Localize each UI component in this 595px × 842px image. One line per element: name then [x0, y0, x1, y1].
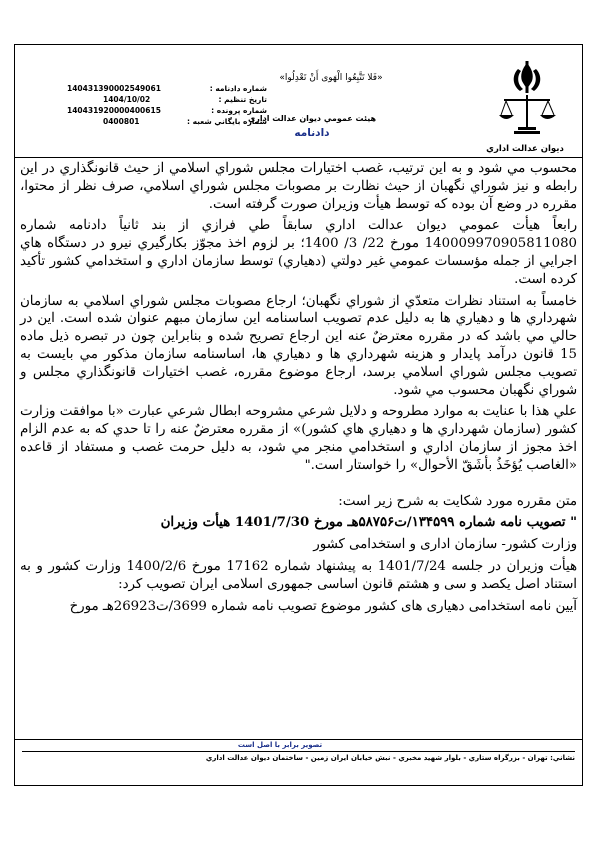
- meta-value: 140431390002549061: [67, 84, 161, 93]
- meta-label: تاريخ تنظيم :: [218, 95, 267, 104]
- resolution-heading: " تصويب نامه شماره ۱۳۴۵۹۹/ت۵۸۷۵۶هـ مورخ 1401/7/30 هيأت وزيران: [160, 515, 577, 531]
- resolution-addressee: وزارت كشور- سازمان اداری و استخدامی كشور: [313, 537, 577, 553]
- meta-row-archive-number: [67, 116, 267, 127]
- document-body: [20, 160, 577, 615]
- spacer: [20, 475, 577, 489]
- meta-value: 140431920000400615: [67, 106, 161, 115]
- certified-copy-note: تصوير برابر با اصل است: [237, 741, 323, 749]
- paragraph-4: علي هذا با عنايت به موارد مطروحه و دلايل شرعي مشروحه ابطال شرعي عبارت «با موافقت وزارت كشور (سازمان شهرداري ها و دهياري هاي كشور)» از مقرره معترضٌ عنه را تا حدي كه به عدم الزام اخذ مجوز از سازمان اداري و استخدامي منجر مي شود، به دليل حرمت غصب و مستفاد از قاعده «الغاصب يُؤخَذُ بأشَقّ الأحوال» را خواستار است.": [20, 404, 577, 473]
- meta-label: شماره دادنامه :: [209, 84, 267, 93]
- paragraph-1: محسوب مي شود و به اين ترتيب، غصب اختيارات مجلس شوراي اسلامي از حيث قانونگذاري در اين رابطه و نيز شوراي نگهبان از حيث نظارت بر مصوبات مجلس شوراي اسلامي، صرف نظر از محتوا، مقرره در وضع آن بوده كه توسط هيأت وزيران صورت گرفته است.: [20, 161, 577, 212]
- document-title: دادنامه: [294, 127, 330, 139]
- meta-label: شماره بايگاني شعبه :: [186, 117, 267, 126]
- footer-address: نشاني: تهران - بزرگراه ستاري - بلوار شهيد مخبري - نبش خيابان ايران زمين - ساختمان ديوان عدالت اداري: [205, 754, 575, 762]
- quran-verse: «فَلا تَتَّبِعُوا الْهَوى أَنْ تَعْدِلُوا»: [279, 73, 383, 83]
- meta-value: 1404/10/02: [103, 95, 151, 104]
- body-title: هيئت عمومي ديوان عدالت اداري: [247, 114, 377, 123]
- paragraph-intro: متن مقرره مورد شكايت به شرح زير است:: [338, 493, 577, 509]
- meta-row-verdict-number: [67, 83, 267, 94]
- paragraph-3: خامساً به استناد نظرات متعدّي از شوراي نگهبان؛ ارجاع مصوبات مجلس شوراي اسلامي به سازمان شهرداري ها و دهياري ها به دليل عدم تصويب اساسنامه اين سازمان مبهم عنوان شده است. اين در حالي مي باشد كه در مقرره معترضٌ عنه اين ارجاع تصريح شده و بنابراين چون در تبصره ذيل ماده 15 قانون درآمد پايدار و هزينه شهرداري ها و دهياري ها، اساسنامه سازمان مذكور مي بايست به تصويب مجلس شوراي اسلامي برسد، ارجاع موضوع مقرره، غصب اختيارات قانونگذاري مجلس و شوراي نگهبان محسوب مي شود.: [20, 293, 577, 398]
- document-header: [15, 45, 582, 158]
- resolution-preamble: هيأت وزيران در جلسه 1401/7/24 به پيشنهاد شماره 17162 مورخ 1400/2/6 وزارت كشور و به استناد اصل يكصد و سی و هشتم قانون اساسی جمهوری اسلامی ايران تصويب كرد:: [20, 558, 578, 592]
- court-name: ديوان عدالت اداري: [486, 144, 564, 154]
- metadata-block: [67, 83, 267, 127]
- paragraph-2: رابعاً هيأت عمومي ديوان عدالت اداري سابقاً طي فرازي از بند ثانياً دادنامه شماره 140009970905811080 مورخ 22/ 3/ 1400؛ بر لزوم اخذ مجوّز بكارگيري نيرو در دستگاه هاي اجرايي از جمله مؤسسات عمومي غير دولتي (دهياري) توسط سازمان اداري و استخدامي كشور تأكيد كرده است.: [20, 218, 577, 287]
- footer-divider: [14, 739, 583, 740]
- footer-separator: [22, 751, 575, 752]
- meta-row-case-number: [67, 105, 267, 116]
- iran-emblem-icon: [496, 59, 558, 139]
- meta-row-date: [67, 94, 267, 105]
- meta-value: 0400801: [103, 117, 140, 126]
- resolution-text: آيين نامه استخدامی دهياری های كشور موضوع تصويب نامه شماره 3699/ت26923هـ مورخ: [69, 598, 577, 614]
- meta-label: شماره پرونده :: [211, 106, 267, 115]
